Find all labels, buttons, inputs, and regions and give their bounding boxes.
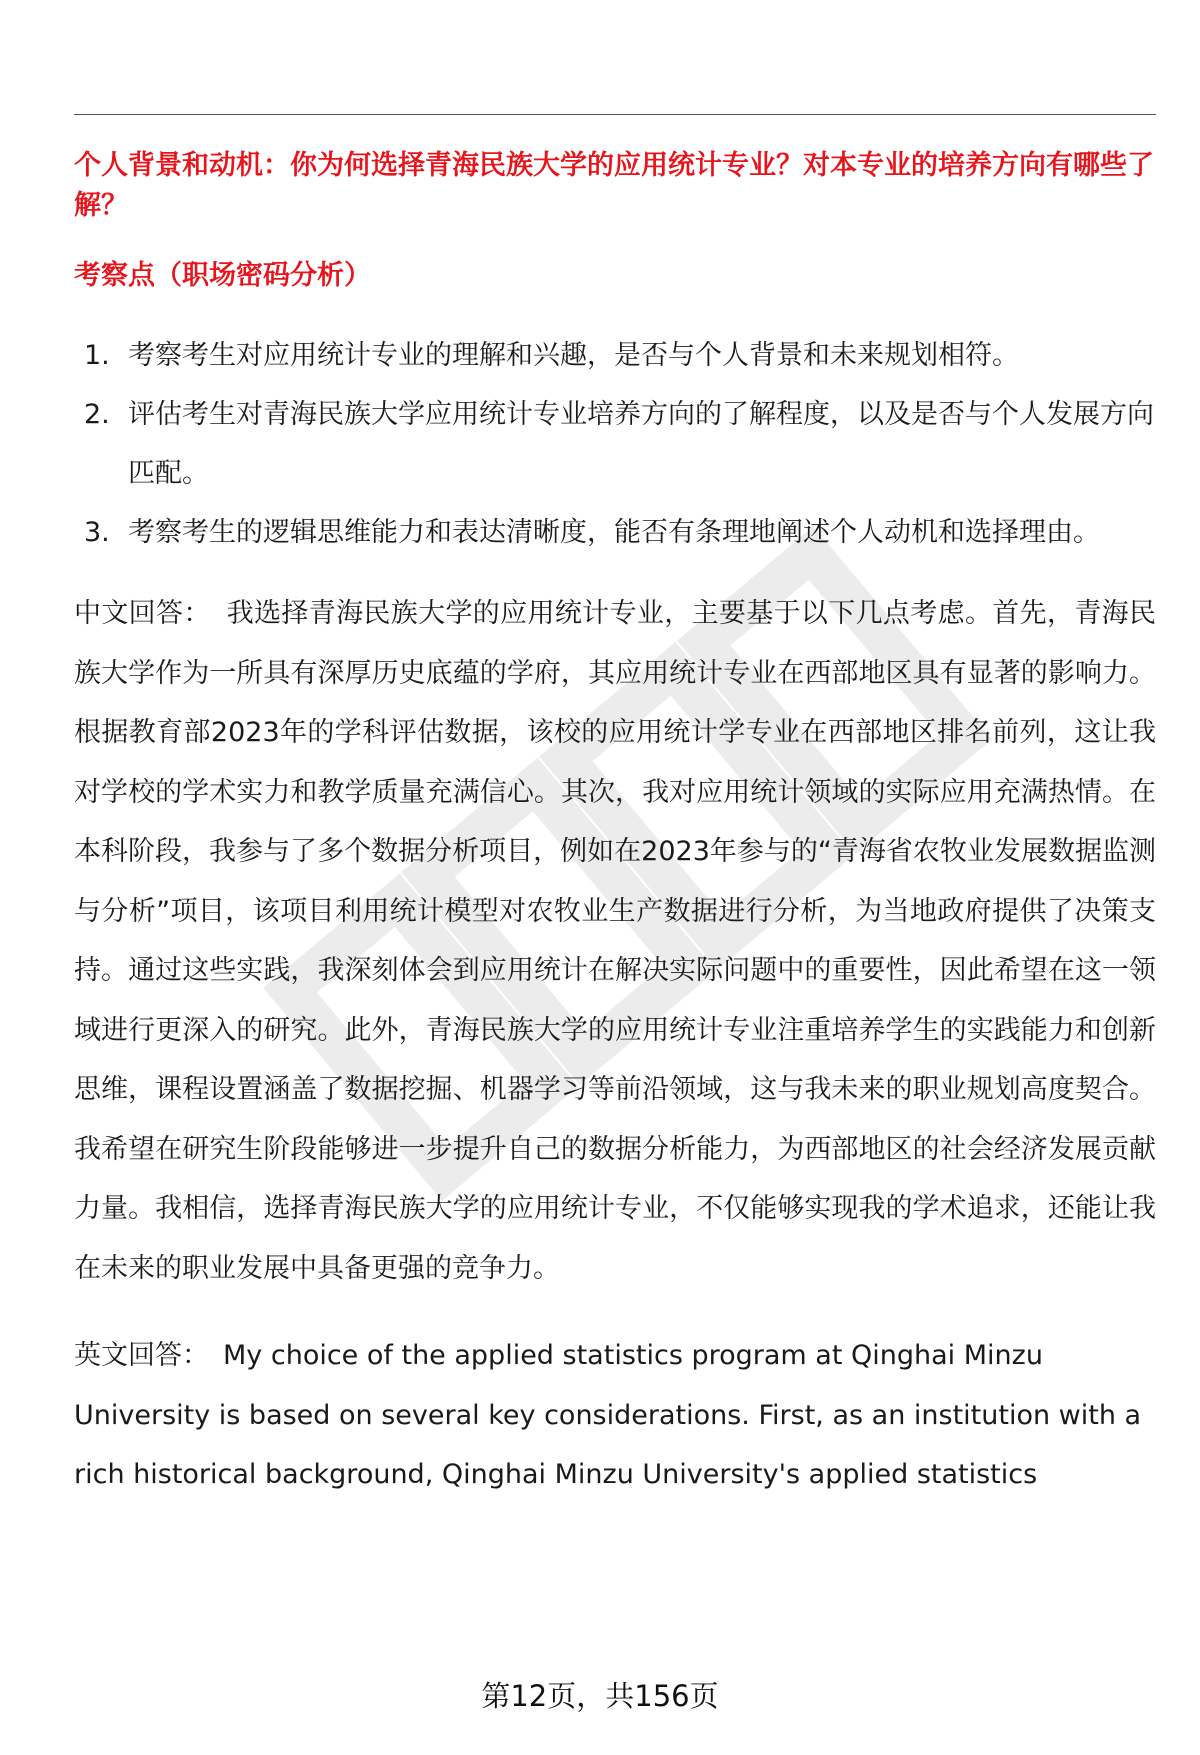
list-item bbox=[74, 385, 1156, 503]
list-item-text: 评估考生对青海民族大学应用统计专业培养方向的了解程度，以及是否与个人发展方向匹配。 bbox=[128, 399, 1154, 489]
list-item bbox=[74, 503, 1156, 562]
list-item-number: 2. bbox=[84, 399, 110, 430]
chinese-answer-text: 我选择青海民族大学的应用统计专业，主要基于以下几点考虑。首先，青海民族大学作为一所具有深厚历史底蕴的学府，其应用统计专业在西部地区具有显著的影响力。根据教育部2023年的学科评估数据，该校的应用统计学专业在西部地区排名前列，这让我对学校的学术实力和教学质量充满信心。其次，我对应用统计领域的实际应用充满热情。在本科阶段，我参与了多个数据分析项目，例如在2023年参与的“青海省农牧业发展数据监测与分析”项目，该项目利用统计模型对农牧业生产数据进行分析，为当地政府提供了决策支持。通过这些实践，我深刻体会到应用统计在解决实际问题中的重要性，因此希望在这一领域进行更深入的研究。此外，青海民族大学的应用统计专业注重培养学生的实践能力和创新思维，课程设置涵盖了数据挖掘、机器学习等前沿领域，这与我未来的职业规划高度契合。我希望在研究生阶段能够进一步提升自己的数据分析能力，为西部地区的社会经济发展贡献力量。我相信，选择青海民族大学的应用统计专业，不仅能够实现我的学术追求，还能让我在未来的职业发展中具备更强的竞争力。 bbox=[74, 598, 1157, 1284]
english-answer-label: 英文回答： bbox=[74, 1340, 209, 1371]
points-list bbox=[74, 326, 1156, 562]
main-content bbox=[74, 146, 1156, 1505]
list-item bbox=[74, 326, 1156, 385]
header-rule bbox=[74, 114, 1156, 115]
chinese-answer-label: 中文回答： bbox=[74, 598, 211, 629]
list-item-number: 3. bbox=[84, 517, 110, 548]
english-answer-text: My choice of the applied statistics program at Qinghai Minzu University is based on several key considerations. First, as an institution with a rich historical background, Qinghai Minzu University's applied statistics bbox=[74, 1340, 1142, 1490]
points-heading: 考察点（职场密码分析） bbox=[74, 260, 371, 291]
page-number-footer: 第12页，共156页 bbox=[481, 1679, 719, 1713]
question-heading: 个人背景和动机：你为何选择青海民族大学的应用统计专业？对本专业的培养方向有哪些了解？ bbox=[74, 150, 1154, 221]
chinese-answer bbox=[74, 584, 1156, 1298]
list-item-number: 1. bbox=[84, 340, 110, 371]
list-item-text: 考察考生的逻辑思维能力和表达清晰度，能否有条理地阐述个人动机和选择理由。 bbox=[128, 517, 1100, 548]
english-answer bbox=[74, 1326, 1156, 1505]
list-item-text: 考察考生对应用统计专业的理解和兴趣，是否与个人背景和未来规划相符。 bbox=[128, 340, 1019, 371]
